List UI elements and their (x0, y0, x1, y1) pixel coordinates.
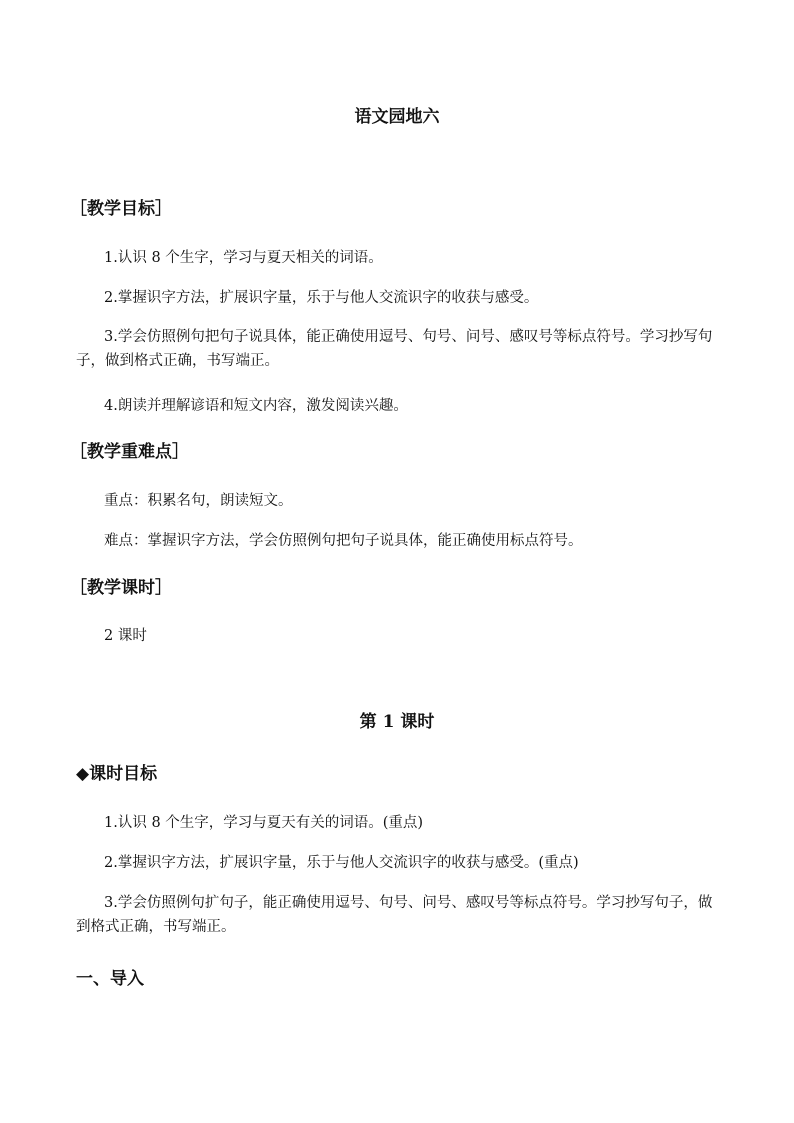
paragraph: 重点：积累名句，朗读短文。 (104, 493, 293, 509)
paragraph: 2 课时 (104, 628, 147, 644)
paragraph: 4.朗读并理解谚语和短文内容，激发阅读兴趣。 (104, 398, 408, 414)
paragraph: 3.学会仿照例句把句子说具体，能正确使用逗号、句号、问号、感叹号等标点符号。学习抄写句子，做到格式正确，书写端正。 (76, 329, 713, 369)
document-title: 语文园地六 (354, 107, 440, 127)
section-heading-class-hours: ［教学课时］ (70, 578, 172, 598)
lesson-title: 第 1 课时 (359, 712, 435, 732)
paragraph: 难点：掌握识字方法，学会仿照例句把句子说具体，能正确使用标点符号。 (104, 533, 583, 549)
paragraph: 2.掌握识字方法，扩展识字量，乐于与他人交流识字的收获与感受。(重点) (104, 855, 579, 871)
section-heading-teaching-goals: ［教学目标］ (70, 199, 172, 219)
lesson-goals-heading: ◆课时目标 (76, 764, 158, 784)
part-heading-introduction: 一、导入 (76, 969, 144, 989)
section-heading-key-difficult-points: ［教学重难点］ (70, 442, 189, 462)
paragraph: 1.认识 8 个生字，学习与夏天有关的词语。(重点) (104, 815, 424, 831)
paragraph: 3.学会仿照例句扩句子，能正确使用逗号、句号、问号、感叹号等标点符号。学习抄写句子，做到格式正确，书写端正。 (76, 895, 713, 935)
paragraph: 1.认识 8 个生字，学习与夏天相关的词语。 (104, 250, 383, 266)
paragraph: 2.掌握识字方法，扩展识字量，乐于与他人交流识字的收获与感受。 (104, 290, 539, 306)
